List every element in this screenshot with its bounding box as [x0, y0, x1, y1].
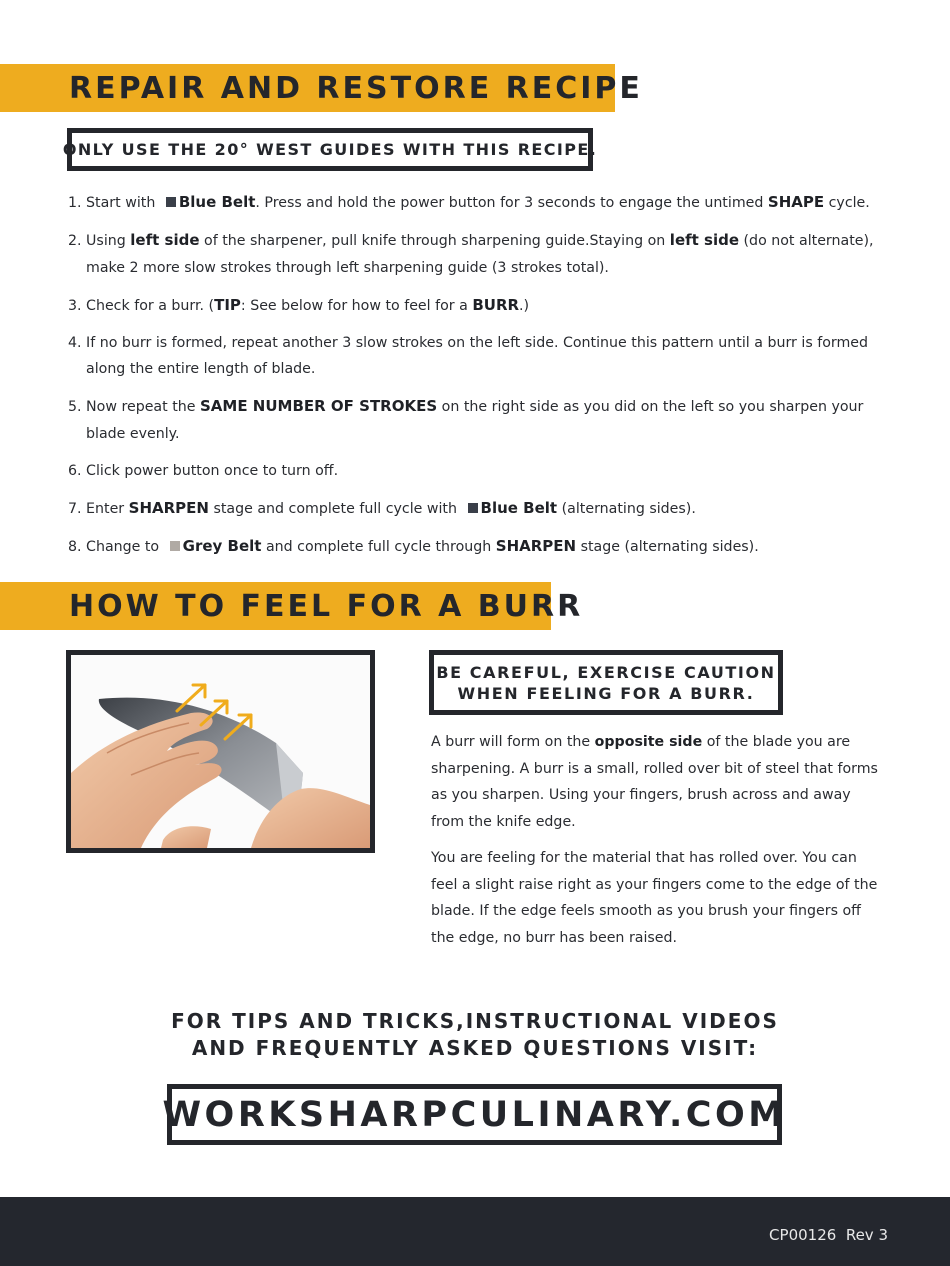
- caution-line-2: WHEN FEELING FOR A BURR.: [457, 683, 755, 703]
- recipe-step-2: 2. Using left side of the sharpener, pull knife through sharpening guide.Staying on left side (do not alternate), make 2 more slow strokes through left sharpening guide (3 strokes total).: [68, 231, 874, 276]
- emphasis-text: SAME NUMBER OF STROKES: [200, 397, 438, 415]
- emphasis-text: Blue Belt: [480, 498, 558, 517]
- document-code: CP00126 Rev 3: [769, 1226, 888, 1244]
- tips-line-1: FOR TIPS AND TRICKS,INSTRUCTIONAL VIDEOS: [171, 1009, 779, 1033]
- caution-line-1: BE CAREFUL, EXERCISE CAUTION: [436, 662, 776, 682]
- recipe-step-6: 6. Click power button once to turn off.: [68, 462, 339, 479]
- burr-paragraph-2: You are feeling for the material that has rolled over. You can feel a slight raise right as your fingers come to the edge of the blade. If the edge feels smooth as you brush your fingers off the edge, no burr has been raised.: [431, 850, 878, 946]
- emphasis-text: Blue Belt: [178, 193, 256, 211]
- tips-heading: [0, 1008, 950, 1062]
- footer-bar: [0, 1197, 950, 1266]
- caution-note: [429, 650, 783, 715]
- grey-belt-swatch: [170, 541, 180, 551]
- burr-title-banner: [0, 582, 584, 630]
- emphasis-text: SHARPEN: [128, 498, 209, 517]
- guide-note: ONLY USE THE 20° WEST GUIDES WITH THIS RECIPE.: [67, 128, 593, 171]
- website-box: [162, 1084, 787, 1145]
- emphasis-text: BURR: [472, 295, 520, 314]
- recipe-steps: [68, 189, 888, 571]
- tips-line-2: AND FREQUENTLY ASKED QUESTIONS VISIT:: [191, 1036, 759, 1060]
- recipe-title: REPAIR AND RESTORE RECIPE: [69, 70, 643, 106]
- recipe-step-7: 7. Enter SHARPEN stage and complete full cycle with Blue Belt (alternating sides).: [68, 498, 696, 517]
- hands-feeling-knife-image: [71, 655, 370, 848]
- blue-belt-swatch: [468, 503, 478, 513]
- burr-paragraph-1: A burr will form on the opposite side of the blade you are sharpening. A burr is a small, rolled over bit of steel that forms as you sharpen. Using your fingers, brush across and away from the knife edge.: [431, 734, 878, 830]
- recipe-step-8: 8. Change to Grey Belt and complete full cycle through SHARPEN stage (alternating sides).: [68, 536, 759, 555]
- emphasis-text: left side: [130, 231, 200, 249]
- emphasis-text: Grey Belt: [182, 536, 262, 555]
- website-link[interactable]: WORKSHARPCULINARY.COM: [162, 1094, 787, 1135]
- emphasis-text: opposite side: [594, 734, 703, 750]
- blue-belt-swatch: [166, 197, 176, 207]
- emphasis-text: SHARPEN: [495, 536, 577, 555]
- recipe-step-4: 4. If no burr is formed, repeat another 3 slow strokes on the left side. Continue this pattern until a burr is formed along the entire length of blade.: [68, 334, 869, 377]
- emphasis-text: SHAPE: [767, 193, 825, 211]
- recipe-step-1: 1. Start with Blue Belt. Press and hold the power button for 3 seconds to engage the untimed SHAPE cycle.: [68, 193, 870, 211]
- emphasis-text: TIP: [214, 295, 241, 314]
- burr-title: HOW TO FEEL FOR A BURR: [69, 588, 584, 624]
- emphasis-text: left side: [669, 231, 740, 249]
- recipe-title-banner: [0, 64, 643, 112]
- recipe-step-3: 3. Check for a burr. (TIP: See below for how to feel for a BURR.): [68, 295, 530, 314]
- recipe-step-5: 5. Now repeat the SAME NUMBER OF STROKES on the right side as you did on the left so you sharpen your blade evenly.: [68, 397, 864, 442]
- burr-photo: [66, 650, 375, 853]
